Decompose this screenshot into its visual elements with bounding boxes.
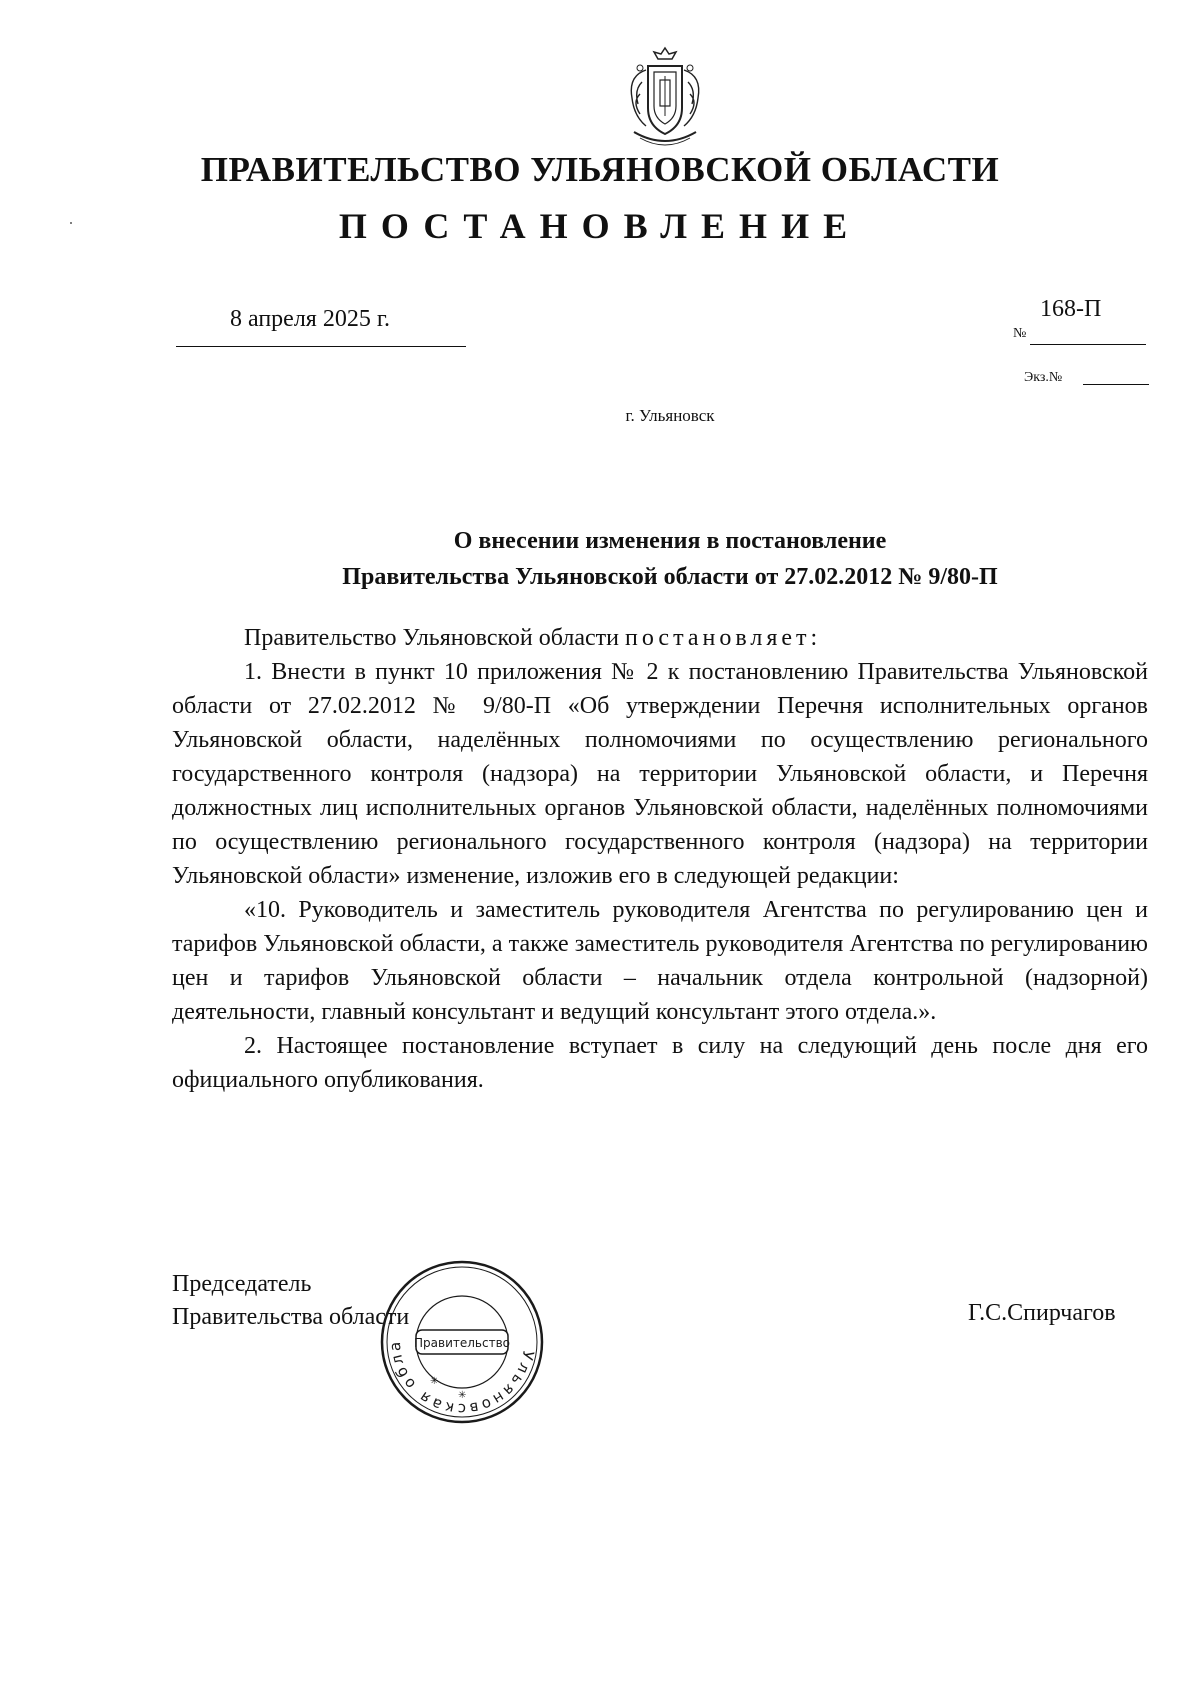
- signer-position-line-1: Председатель: [172, 1271, 312, 1297]
- item-2: 2. Настоящее постановление вступает в силу на следующий день после дня его официального опубликования.: [172, 1033, 1148, 1093]
- intro-paragraph: [172, 621, 1148, 655]
- number-underline: [1030, 344, 1146, 345]
- seal-star-icon: ✳: [458, 1390, 467, 1401]
- document-subject: [170, 523, 1170, 595]
- document-type: ПОСТАНОВЛЕНИЕ: [338, 206, 862, 246]
- intro-decree-word: постановляет: [624, 625, 811, 651]
- signer-name: Г.С.Спирчагов: [968, 1300, 1116, 1326]
- intro-end: :: [810, 625, 818, 651]
- item-1: 1. Внести в пункт 10 приложения № 2 к постановлению Правительства Ульяновской области от 27.02.2012 № 9/80-П «Об утверждении Перечня исполнительных органов Ульяновской области, наделённых полномочиями по осуществлению регионального государственного контроля (надзора) на территории Ульяновской области, и Перечня должностных лиц исполнительных органов Ульяновской области, наделённых полномочиями по осуществлению регионального государственного контроля (надзора) на территории Ульяновской области» изменение, изложив его в следующей редакции:: [172, 659, 1148, 889]
- official-seal: [378, 1258, 546, 1426]
- copy-number-underline: [1083, 384, 1149, 385]
- subject-line-2: Правительства Ульяновской области от 27.02.2012 № 9/80-П: [342, 564, 998, 590]
- signer-position: [172, 1268, 409, 1334]
- quoted-text: «10. Руководитель и заместитель руководителя Агентства по регулированию цен и тарифов Ульяновской области, а также заместитель руководителя Агентства по регулированию цен и тарифов Ульяновской области – начальник отдела контрольной (надзорной) деятельности, главный консультант и ведущий консультант этого отдела.».: [172, 897, 1148, 1025]
- signer-position-line-2: Правительства области: [172, 1304, 410, 1330]
- copy-number-label: Экз.№: [1024, 370, 1063, 385]
- document-date: 8 апреля 2025 г.: [230, 306, 390, 332]
- government-title: ПРАВИТЕЛЬСТВО УЛЬЯНОВСКОЙ ОБЛАСТИ: [200, 150, 1000, 189]
- date-underline: [176, 346, 466, 347]
- document-number: 168-П: [1040, 296, 1102, 322]
- subject-line-1: О внесении изменения в постановление: [453, 528, 887, 554]
- intro-start: Правительство Ульяновской области: [244, 625, 625, 651]
- document-body: [172, 621, 1148, 1097]
- number-prefix: №: [1013, 326, 1027, 341]
- coat-of-arms-icon: [620, 46, 710, 154]
- seal-ring-text: Ульяновская обла: [385, 1338, 538, 1419]
- seal-center-text: Правительство: [414, 1336, 510, 1350]
- city: г. Ульяновск: [625, 406, 715, 425]
- seal-star-icon: ✳: [430, 1376, 439, 1387]
